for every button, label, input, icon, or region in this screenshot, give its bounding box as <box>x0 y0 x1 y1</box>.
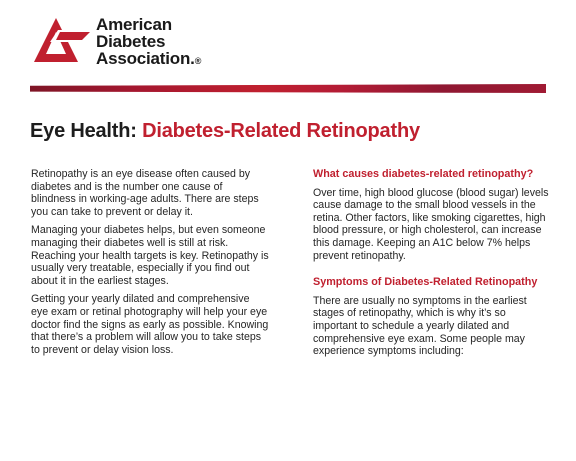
logo-line-2: Diabetes <box>96 32 166 51</box>
title-lead: Eye Health: <box>30 120 143 142</box>
ada-logo <box>30 16 290 72</box>
intro-paragraph: Retinopathy is an eye disease often caused by diabetes and is the number one cause of blindness in working-age adults. There are steps you can take to prevent or delay it. <box>31 168 259 218</box>
logo-line-3 <box>96 50 201 70</box>
logo-line-1: American <box>96 15 172 34</box>
registered-mark: ® <box>194 56 202 66</box>
eye-exam-paragraph: Getting your yearly dilated and comprehensive eye exam or retinal photography will help your eye doctor find the signs as early as possible. Knowing that there’s a problem will allow you to take steps to prevent or delay vision loss. <box>31 293 269 356</box>
symptoms-heading: Symptoms of Diabetes-Related Retinopathy <box>313 276 538 289</box>
management-paragraph: Managing your diabetes helps, but even someone managing their diabetes well is still at risk. Reaching your health targets is key. Retinopathy is usually very treatable, especially if you find out about it in the earliest stages. <box>31 224 269 287</box>
header-decorative-band <box>30 84 546 93</box>
page-title <box>30 120 420 143</box>
logo-wordmark <box>96 16 201 70</box>
causes-paragraph: Over time, high blood glucose (blood sugar) levels cause damage to the small blood vessels in the retina. Other factors, like smoking cigarettes, high blood pressure, or high cholesterol, can increase this damage. Keeping an A1C below 7% helps prevent retinopathy. <box>313 186 549 262</box>
left-column <box>31 168 269 362</box>
logo-line-3-text: Association. <box>96 49 195 68</box>
ada-triangle-icon <box>30 18 92 64</box>
right-column <box>313 168 551 364</box>
causes-heading: What causes diabetes-related retinopathy? <box>313 168 534 180</box>
title-accent: Diabetes-Related Retinopathy <box>142 120 420 142</box>
symptoms-paragraph: There are usually no symptoms in the earliest stages of retinopathy, which is why it’s so important to schedule a yearly dilated and comprehensive eye exam. Some people may experience symptoms including: <box>313 294 527 358</box>
